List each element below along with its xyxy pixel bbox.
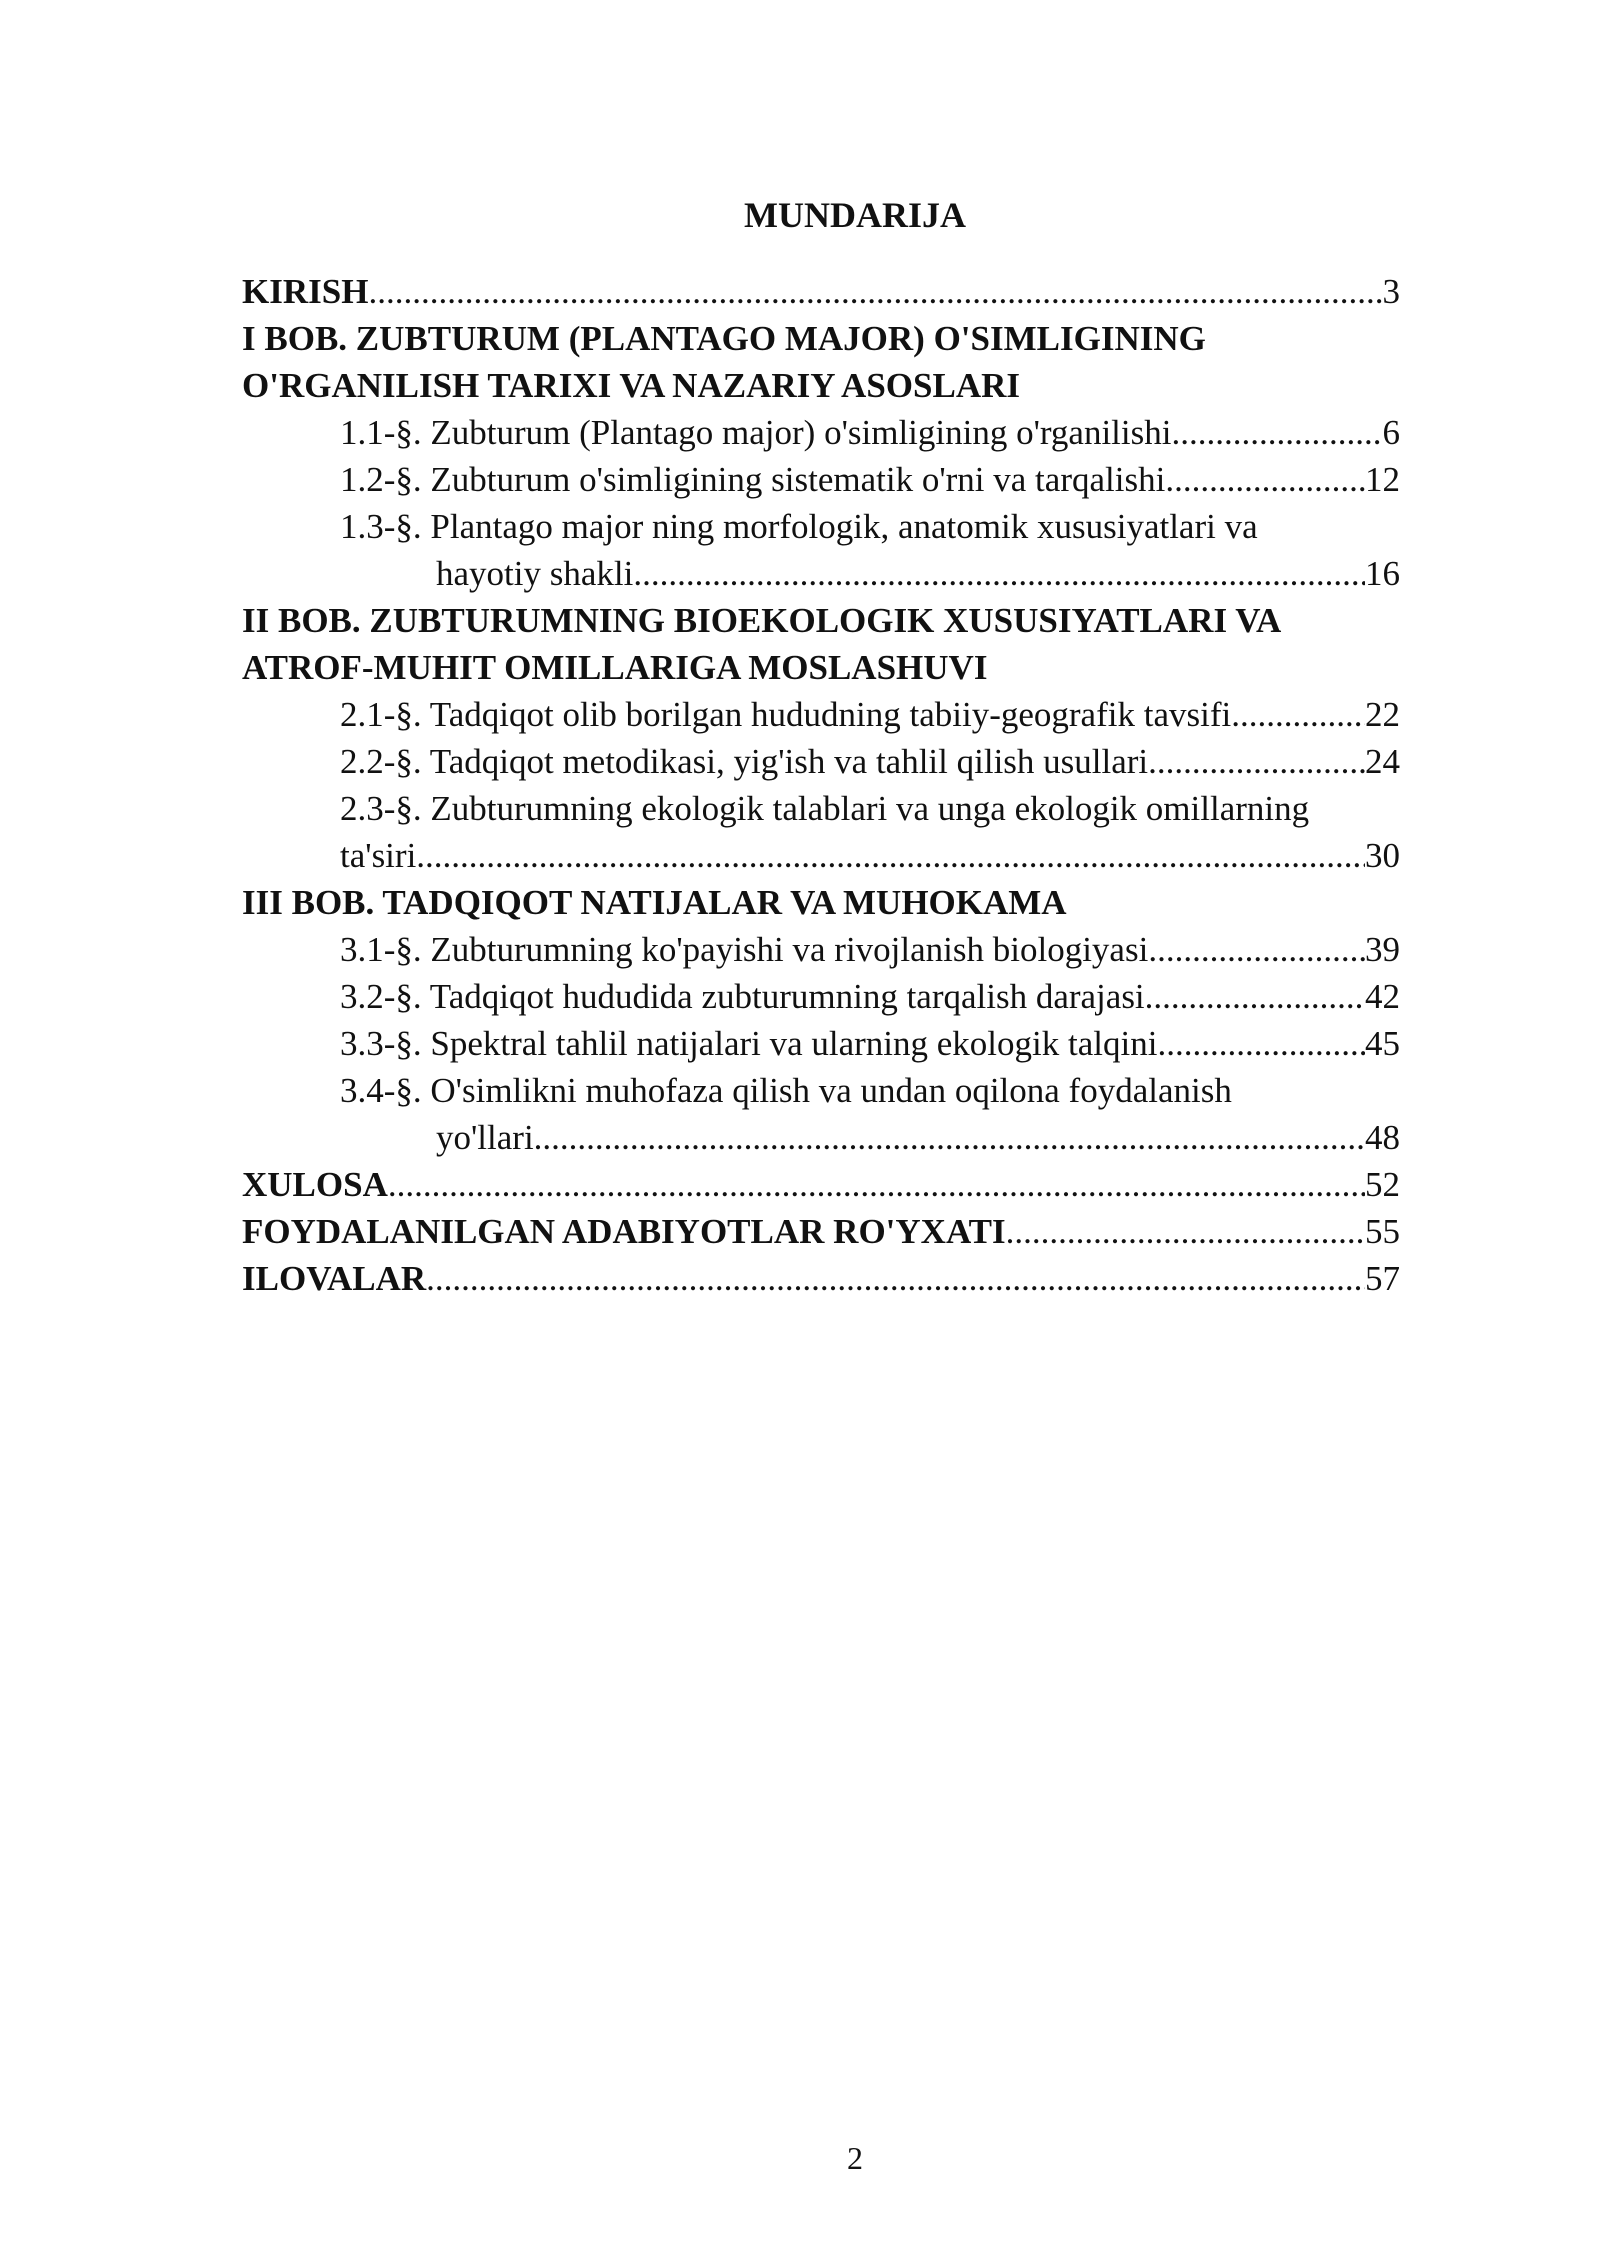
chapter-2-heading-continued[interactable]: ATROF-MUHIT OMILLARIGA MOSLASHUVI: [242, 648, 988, 687]
toc-entry-label: yo'llari: [436, 1118, 534, 1157]
chapter-2-heading[interactable]: II BOB. ZUBTURUMNING BIOEKOLOGIK XUSUSIYATLARI VA: [242, 601, 1282, 640]
dot-leader: [1148, 926, 1365, 973]
dot-leader: [1148, 738, 1365, 785]
toc-page-number: 48: [1365, 1118, 1400, 1157]
toc-entry-section-3-4-continued[interactable]: [242, 1114, 1400, 1161]
toc-entry-section-3-2[interactable]: [242, 973, 1400, 1020]
toc-entry-label: hayotiy shakli: [436, 554, 634, 593]
page-title: MUNDARIJA: [744, 195, 966, 235]
dot-leader: [1145, 973, 1365, 1020]
toc-entry-section-2-1[interactable]: [242, 691, 1400, 738]
toc-page-number: 55: [1365, 1212, 1400, 1251]
toc-entry-label: 3.2-§. Tadqiqot hududida zubturumning tarqalish darajasi: [340, 977, 1145, 1016]
toc-entry-section-1-2[interactable]: [242, 456, 1400, 503]
toc-entry-label: 2.1-§. Tadqiqot olib borilgan hududning tabiiy-geografik tavsifi: [340, 695, 1232, 734]
toc-page-number: 52: [1365, 1165, 1400, 1204]
dot-leader: [368, 268, 1382, 315]
dot-leader: [1157, 1020, 1365, 1067]
dot-leader: [1006, 1208, 1365, 1255]
dot-leader: [416, 832, 1365, 879]
toc-entry-label: 3.1-§. Zubturumning ko'payishi va rivojlanish biologiyasi: [340, 930, 1149, 969]
dot-leader: [1165, 456, 1365, 503]
toc-entry-section-1-3[interactable]: 1.3-§. Plantago major ning morfologik, anatomik xususiyatlari va: [340, 507, 1258, 546]
toc-page-number: 12: [1365, 460, 1400, 499]
toc-page-number: 22: [1365, 695, 1400, 734]
toc-entry-section-3-3[interactable]: [242, 1020, 1400, 1067]
chapter-3-heading[interactable]: III BOB. TADQIQOT NATIJALAR VA MUHOKAMA: [242, 883, 1067, 922]
toc-entry-section-2-3[interactable]: 2.3-§. Zubturumning ekologik talablari va unga ekologik omillarning: [340, 789, 1310, 828]
toc-entry-label: ta'siri: [340, 836, 417, 875]
toc-entry-adabiyotlar[interactable]: [242, 1208, 1400, 1255]
toc-page-number: 57: [1365, 1259, 1400, 1298]
dot-leader: [1171, 409, 1382, 456]
toc-page-number: 24: [1365, 742, 1400, 781]
toc-page-number: 45: [1365, 1024, 1400, 1063]
table-of-contents: [242, 268, 1400, 1302]
dot-leader: [534, 1114, 1365, 1161]
toc-entry-label: 1.2-§. Zubturum o'simligining sistematik o'rni va tarqalishi: [340, 460, 1166, 499]
toc-entry-section-1-3-continued[interactable]: [242, 550, 1400, 597]
toc-entry-xulosa[interactable]: [242, 1161, 1400, 1208]
toc-page-number: 42: [1365, 977, 1400, 1016]
toc-entry-section-3-1[interactable]: [242, 926, 1400, 973]
toc-entry-label: FOYDALANILGAN ADABIYOTLAR RO'YXATI: [242, 1212, 1006, 1251]
toc-entry-label: ILOVALAR: [242, 1259, 427, 1298]
dot-leader: [633, 550, 1365, 597]
toc-page-number: 30: [1365, 836, 1400, 875]
toc-entry-label: XULOSA: [242, 1165, 388, 1204]
chapter-1-heading[interactable]: I BOB. ZUBTURUM (PLANTAGO MAJOR) O'SIMLIGINING: [242, 319, 1206, 358]
toc-entry-section-2-2[interactable]: [242, 738, 1400, 785]
dot-leader: [388, 1161, 1365, 1208]
toc-entry-section-1-1[interactable]: [242, 409, 1400, 456]
dot-leader: [426, 1255, 1365, 1302]
toc-entry-label: 1.1-§. Zubturum (Plantago major) o'simligining o'rganilishi: [340, 413, 1172, 452]
toc-entry-section-2-3-continued[interactable]: [242, 832, 1400, 879]
toc-entry-kirish[interactable]: [242, 268, 1400, 315]
chapter-1-heading-continued[interactable]: O'RGANILISH TARIXI VA NAZARIY ASOSLARI: [242, 366, 1020, 405]
toc-entry-label: 3.3-§. Spektral tahlil natijalari va ularning ekologik talqini: [340, 1024, 1158, 1063]
toc-entry-label: KIRISH: [242, 272, 369, 311]
toc-entry-label: 2.2-§. Tadqiqot metodikasi, yig'ish va tahlil qilish usullari: [340, 742, 1149, 781]
dot-leader: [1231, 691, 1365, 738]
toc-page-number: 6: [1382, 413, 1400, 452]
toc-page-number: 16: [1365, 554, 1400, 593]
toc-page-number: 3: [1382, 272, 1400, 311]
page-number: 2: [847, 2140, 863, 2176]
toc-entry-section-3-4[interactable]: 3.4-§. O'simlikni muhofaza qilish va undan oqilona foydalanish: [340, 1071, 1232, 1110]
toc-entry-ilovalar[interactable]: [242, 1255, 1400, 1302]
toc-page-number: 39: [1365, 930, 1400, 969]
